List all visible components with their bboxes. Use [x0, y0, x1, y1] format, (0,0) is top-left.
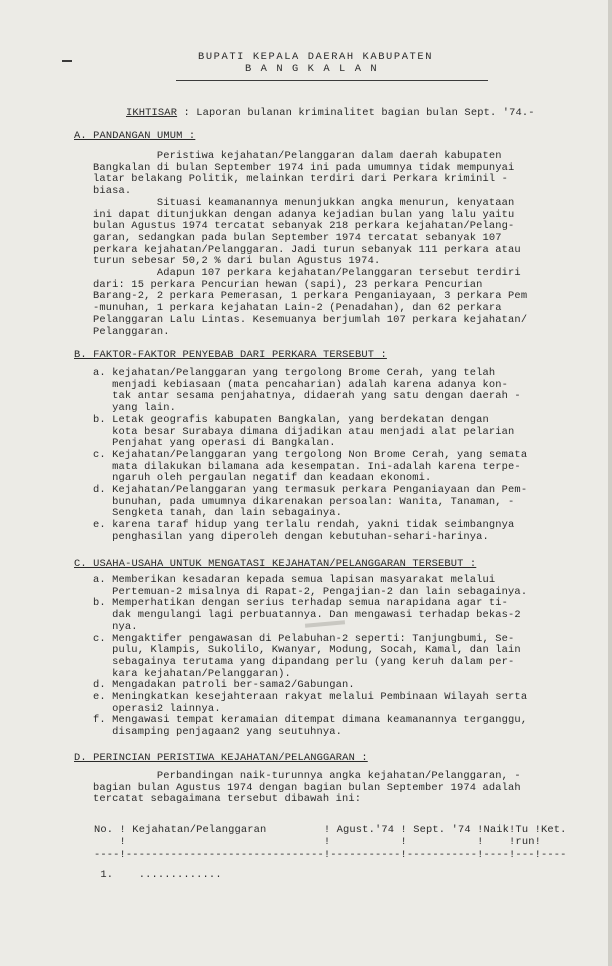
section-d-line: bagian bulan Agustus 1974 dengan bagian bulan September 1974 adalah — [93, 781, 521, 794]
section-b-line: mata dilakukan bilamana ada kesempatan. Ini-adalah karena terpe- — [93, 460, 521, 473]
section-b-line: ngaruh oleh pergaulan negatif dan keadaan ekonomi. — [93, 472, 432, 485]
section-b-line: yang lain. — [93, 402, 177, 415]
section-a-line: perkara kejahatan/Pelanggaran. Jadi turun sebanyak 111 perkara atau — [93, 243, 521, 256]
letterhead-line1: BUPATI KEPALA DAERAH KABUPATEN — [198, 51, 434, 63]
section-a-line: Bangkalan di bulan September 1974 ini pada umumnya tidak mempunyai — [93, 161, 515, 174]
page-edge-shadow — [608, 0, 612, 966]
section-a-line: -munuhan, 1 perkara kejahatan Lain-2 (Penadahan), dan 62 perkara — [93, 302, 502, 315]
section-d-line: tercatat sebagaimana tersebut dibawah ini: — [93, 793, 362, 806]
ikhtisar-text: : Laporan bulanan kriminalitet bagian bulan Sept. '74.- — [177, 107, 535, 119]
section-a-line: bulan Agustus 1974 tercatat sebanyak 218 perkara kejahatan/Pelang- — [93, 220, 515, 233]
section-c-line: dak mengulangi lagi perbuatannya. Dan mengawasi terhadap bekas-2 — [93, 609, 521, 622]
section-a-line: Peristiwa kejahatan/Pelanggaran dalam daerah kabupaten — [93, 150, 502, 162]
section-b-line: e. karena taraf hidup yang terlalu rendah, yakni tidak seimbangnya — [93, 519, 515, 532]
section-c-line: a. Memberikan kesadaran kepada semua lapisan masyarakat melalui — [93, 574, 496, 586]
section-a-line: Pelanggaran Lalu Lintas. Kesemuanya berjumlah 107 perkara kejahatan/ — [93, 313, 528, 326]
section-b-line: b. Letak geografis kabupaten Bangkalan, yang berdekatan dengan — [93, 413, 489, 426]
section-a-line: garan, sedangkan pada bulan September 1974 tercatat sebanyak 107 — [93, 231, 502, 244]
section-b-line: tak antar sesama penjahatnya, didaerah yang satu dengan daerah - — [93, 390, 521, 403]
section-a-line: Pelanggaran. — [93, 325, 170, 338]
section-c-line: disamping penjagaan2 yang seutuhnya. — [93, 726, 343, 739]
section-c-line: pulu, Klampis, Sukolilo, Kwanyar, Modung, Socah, Kamal, dan lain — [93, 644, 521, 657]
section-b-line: Penjahat yang operasi di Bangkalan. — [93, 437, 336, 450]
section-a-line: ini dapat ditunjukkan dengan adanya kejadian bulan yang lalu yaitu — [93, 208, 515, 221]
section-b-line: kota besar Surabaya dimana dijadikan atau menjadi alat pelarian — [93, 425, 515, 438]
section-b-line: a. kejahatan/Pelanggaran yang tergolong Brome Cerah, yang telah — [93, 367, 496, 379]
section-a-line: Adapun 107 perkara kejahatan/Pelanggaran tersebut terdiri — [93, 267, 521, 279]
section-a-line: dari: 15 perkara Pencurian hewan (sapi), 23 perkara Pencurian — [93, 278, 483, 291]
section-b-line: c. Kejahatan/Pelanggaran yang tergolong Non Brome Cerah, yang semata — [93, 448, 528, 461]
table-header-row-2: ! ! ! ! !run! — [94, 836, 541, 848]
section-b-line: menjadi kebiasaan (mata pencaharian) adalah karena adanya kon- — [93, 378, 509, 391]
section-a-line: turun sebesar 50,2 % dari bulan Agustus 1974. — [93, 255, 381, 268]
section-c-line: operasi2 lainnya. — [93, 702, 221, 715]
section-b-line: penghasilan yang diperoleh dengan kebutuhan-sehari-harinya. — [93, 530, 489, 543]
section-b-line: Sengketa tanah, dan lain sebagainya. — [93, 507, 343, 520]
section-c-line: Pertemuan-2 misalnya di Rapat-2, Pengajian-2 dan lain sebagainya. — [93, 585, 528, 598]
section-a-line: biasa. — [93, 185, 132, 198]
punch-mark — [62, 60, 72, 62]
section-c-line: kara kejahatan/Pelanggaran). — [93, 667, 291, 680]
section-a-line: latar belakang Politik, melainkan terdiri dari Perkara kriminil - — [93, 173, 509, 186]
section-c-line: c. Mengaktifer pengawasan di Pelabuhan-2 seperti: Tanjungbumi, Se- — [93, 632, 515, 645]
table-row: 1. ............. — [94, 869, 222, 881]
section-c-title: C. USAHA-USAHA UNTUK MENGATASI KEJAHATAN/PELANGGARAN TERSEBUT : — [74, 558, 477, 570]
section-d-title: D. PERINCIAN PERISTIWA KEJAHATAN/PELANGGARAN : — [74, 752, 368, 764]
section-c-line: nya. — [93, 620, 138, 633]
section-c-line: sebagainya terutama yang dipandang perlu (yang keruh dalam per- — [93, 655, 515, 668]
section-c-line: b. Memperhatikan dengan serius terhadap semua narapidana agar ti- — [93, 597, 509, 610]
table-separator: ----!-------------------------------!-----------!-----------!----!---!---- — [94, 849, 567, 861]
section-a-line: Barang-2, 2 perkara Pemerasan, 1 perkara Penganiayaan, 3 perkara Pem — [93, 290, 528, 303]
section-a-title: A. PANDANGAN UMUM : — [74, 130, 196, 142]
section-a-line: Situasi keamanannya menunjukkan angka menurun, kenyataan — [93, 196, 515, 209]
section-d-line: Perbandingan naik-turunnya angka kejahatan/Pelanggaran, - — [93, 770, 521, 782]
section-c-line: d. Mengadakan patroli ber-sama2/Gabungan. — [93, 679, 355, 692]
section-b-line: bunuhan, pada umumnya dikarenakan persoalan: Wanita, Tanaman, - — [93, 495, 515, 508]
letterhead-rule — [176, 80, 488, 81]
table-header-row: No. ! Kejahatan/Pelanggaran ! Agust.'74 ! Sept. '74 !Naik!Tu !Ket. — [94, 824, 567, 836]
section-b-title: B. FAKTOR-FAKTOR PENYEBAB DARI PERKARA TERSEBUT : — [74, 349, 387, 361]
section-b-line: d. Kejahatan/Pelanggaran yang termasuk perkara Penganiayaan dan Pem- — [93, 484, 528, 496]
ikhtisar-label: IKHTISAR — [126, 107, 178, 119]
section-c-line: f. Mengawasi tempat keramaian ditempat dimana keamanannya terganggu, — [93, 714, 528, 727]
ikhtisar-line — [126, 108, 535, 120]
section-c-line: e. Meningkatkan kesejahteraan rakyat melalui Pembinaan Wilayah serta — [93, 691, 528, 703]
letterhead-line2: B A N G K A L A N — [245, 63, 379, 75]
